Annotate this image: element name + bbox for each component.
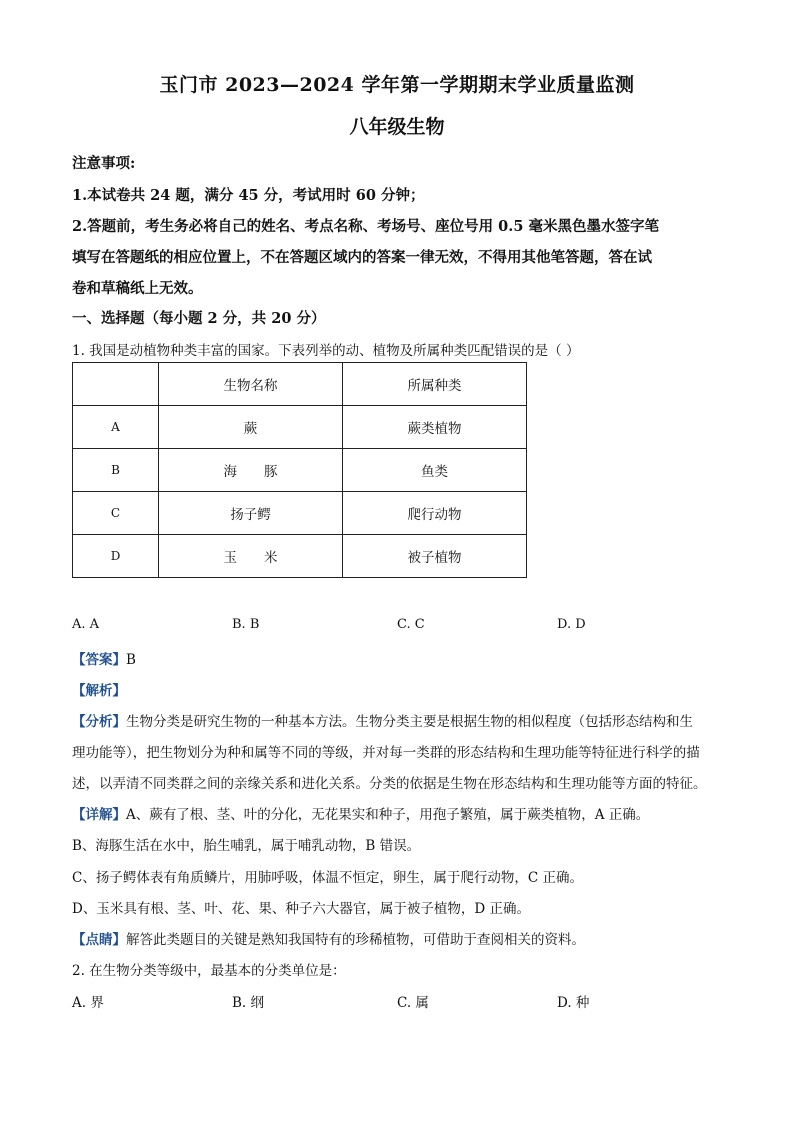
table-row bbox=[73, 449, 527, 492]
q1-analysis-heading bbox=[72, 679, 732, 699]
table-cell: 被子植物 bbox=[343, 535, 527, 578]
q1-fenxi-line-2: 理功能等），把生物划分为种和属等不同的等级，并对每一类群的形态结构和生理功能等特征进行科学的描 bbox=[72, 745, 700, 761]
notes-line-2: 2.答题前，考生务必将自己的姓名、考点名称、考场号、座位号用 0.5 毫米黑色墨水签字笔 bbox=[72, 218, 659, 235]
fenxi-text-1: 生物分类是研究生物的一种基本方法。生物分类主要是根据生物的相似程度（包括形态结构和生 bbox=[126, 714, 693, 730]
detail-a-text: A、蕨有了根、茎、叶的分化，无花果实和种子，用孢子繁殖，属于蕨类植物，A 正确。 bbox=[126, 807, 650, 823]
table-cell: A bbox=[73, 406, 159, 449]
page-title: 玉门市 2023—2024 学年第一学期期末学业质量监测 bbox=[159, 74, 635, 96]
table-header-cell: 生物名称 bbox=[159, 363, 343, 406]
table-cell: 蕨类植物 bbox=[343, 406, 527, 449]
table-row bbox=[73, 406, 527, 449]
answer-value: B bbox=[126, 652, 136, 668]
table-header-cell bbox=[73, 363, 159, 406]
fenxi-tag: 【分析】 bbox=[72, 714, 126, 730]
q1-detail-a bbox=[72, 803, 732, 823]
table-header-cell: 所属种类 bbox=[343, 363, 527, 406]
dianjing-tag: 【点睛】 bbox=[72, 932, 126, 948]
table-cell: 爬行动物 bbox=[343, 492, 527, 535]
question-2-stem: 2. 在生物分类等级中，最基本的分类单位是： bbox=[72, 963, 346, 979]
q1-fenxi-line-1 bbox=[72, 710, 732, 730]
table-cell: C bbox=[73, 492, 159, 535]
detail-tag: 【详解】 bbox=[72, 807, 126, 823]
table-cell: 玉 米 bbox=[159, 535, 343, 578]
q1-detail-b: B、海豚生活在水中，胎生哺乳，属于哺乳动物，B 错误。 bbox=[72, 838, 421, 854]
page-subtitle: 八年级生物 bbox=[349, 116, 445, 138]
q1-option-c: C. C bbox=[397, 617, 425, 632]
q1-answer bbox=[72, 648, 732, 668]
q2-option-b: B. 纲 bbox=[232, 995, 265, 1011]
q1-option-a: A. A bbox=[72, 617, 100, 632]
table-cell: 鱼类 bbox=[343, 449, 527, 492]
dianjing-text: 解答此类题目的关键是熟知我国特有的珍稀植物，可借助于查阅相关的资料。 bbox=[126, 932, 585, 948]
table-row bbox=[73, 492, 527, 535]
q2-option-d: D. 种 bbox=[557, 995, 590, 1011]
notes-line-1: 1.本试卷共 24 题，满分 45 分，考试用时 60 分钟； bbox=[72, 187, 425, 204]
q1-dianjing bbox=[72, 928, 732, 948]
analysis-tag: 【解析】 bbox=[72, 683, 126, 699]
table-row bbox=[73, 535, 527, 578]
q2-option-a: A. 界 bbox=[72, 995, 104, 1011]
section-heading: 一、选择题（每小题 2 分，共 20 分） bbox=[72, 310, 326, 327]
q1-option-d: D. D bbox=[557, 617, 586, 632]
table-cell: 扬子鳄 bbox=[159, 492, 343, 535]
q1-detail-c: C、扬子鳄体表有角质鳞片，用肺呼吸，体温不恒定，卵生，属于爬行动物，C 正确。 bbox=[72, 870, 583, 886]
table-cell: B bbox=[73, 449, 159, 492]
answer-tag: 【答案】 bbox=[72, 652, 126, 668]
q2-option-c: C. 属 bbox=[397, 995, 429, 1011]
table-header-row bbox=[73, 363, 527, 406]
notes-line-4: 卷和草稿纸上无效。 bbox=[72, 280, 203, 297]
q1-option-b: B. B bbox=[232, 617, 260, 632]
notes-heading: 注意事项: bbox=[72, 155, 136, 172]
q1-detail-d: D、玉米具有根、茎、叶、花、果、种子六大器官，属于被子植物，D 正确。 bbox=[72, 901, 530, 917]
notes-line-3: 填写在答题纸的相应位置上，不在答题区域内的答案一律无效，不得用其他笔答题，答在试 bbox=[72, 249, 652, 266]
q1-fenxi-line-3: 述，以弄清不同类群之间的亲缘关系和进化关系。分类的依据是生物在形态结构和生理功能等方面的特征。 bbox=[72, 776, 707, 792]
question-1-table bbox=[72, 362, 527, 578]
table-cell: 海 豚 bbox=[159, 449, 343, 492]
table-cell: 蕨 bbox=[159, 406, 343, 449]
table-cell: D bbox=[73, 535, 159, 578]
question-1-stem: 1. 我国是动植物种类丰富的国家。下表列举的动、植物及所属种类匹配错误的是（ ） bbox=[72, 343, 580, 359]
